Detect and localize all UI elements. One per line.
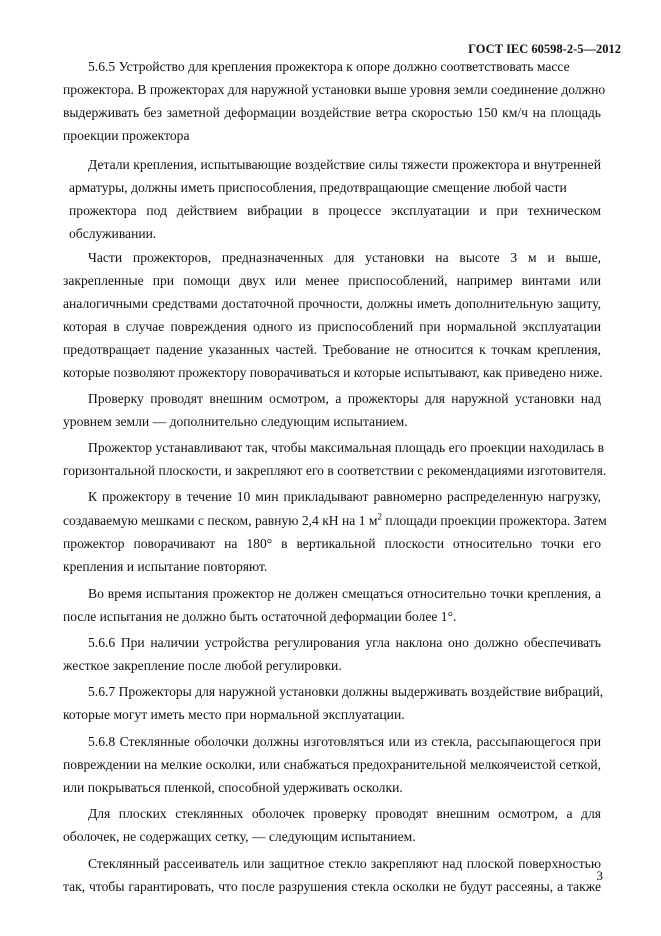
text-line: Прожектор устанавливают так, чтобы максимальная площадь его проекции находилась в <box>88 440 605 455</box>
text-line: жесткое закрепление после любой регулировки. <box>63 658 342 673</box>
text-line: Во время испытания прожектор не должен смещаться относительно точки крепления, а <box>88 586 601 601</box>
text-line: арматуры, должны иметь приспособления, предотвращающие смещение любой части <box>69 180 567 195</box>
text-line: обслуживании. <box>69 226 157 241</box>
text-line: крепления и испытание повторяют. <box>63 559 268 574</box>
text-line: так, чтобы гарантировать, что после разрушения стекла осколки не будут рассеяны, а также <box>63 879 601 894</box>
text-line: Для плоских стеклянных оболочек проверку проводят внешним осмотром, а для <box>88 806 601 821</box>
text-line: прожектора под действием вибрации в процессе эксплуатации и при техническом <box>69 203 601 218</box>
superscript: 2 <box>377 511 383 522</box>
text-line: аналогичными средствами достаточной прочности, должны иметь дополнительную защиту, <box>63 296 601 311</box>
text-line: предотвращает падение указанных частей. Требование не относится к точкам крепления, <box>63 342 601 357</box>
text-line: К прожектору в течение 10 мин прикладывают равномерно распределенную нагрузку, <box>88 489 601 504</box>
text-line: Части прожекторов, предназначенных для установки на высоте 3 м и выше, <box>88 250 601 265</box>
text-line: 5.6.7 Прожекторы для наружной установки должны выдерживать воздействие вибраций, <box>88 684 604 699</box>
text-line: уровнем земли — дополнительно следующим испытанием. <box>63 414 408 429</box>
text-line: 5.6.6 При наличии устройства регулирования угла наклона оно должно обеспечивать <box>88 635 601 650</box>
text-line: Стеклянный рассеиватель или защитное стекло закрепляют над плоской поверхностью <box>88 856 601 871</box>
text-line: 5.6.5 Устройство для крепления прожектора к опоре должно соответствовать массе <box>88 59 570 74</box>
text-line: прожектор поворачивают на 180° в вертикальной плоскости относительно точки его <box>63 536 601 551</box>
text-line: Детали крепления, испытывающие воздействие силы тяжести прожектора и внутренней <box>88 157 601 172</box>
text-line: проекции прожектора <box>63 128 190 143</box>
text-line: или покрываться пленкой, способной удерживать осколки. <box>63 780 403 795</box>
text-line: прожектора. В прожекторах для наружной установки выше уровня земли соединение должно <box>63 82 606 97</box>
text-line: повреждении на мелкие осколки, или снабжаться предохранительной мелкоячеистой сеткой, <box>63 757 601 772</box>
text-fragment: площади проекции прожектора. Затем <box>382 513 607 528</box>
text-line: оболочек, не содержащих сетку, — следующим испытанием. <box>63 829 416 844</box>
text-line: закрепленные при помощи двух или менее приспособлений, например винтами или <box>63 273 601 288</box>
text-line: горизонтальной плоскости, и закрепляют его в соответствии с рекомендациями изготовителя. <box>63 463 607 478</box>
text-line: Проверку проводят внешним осмотром, а прожекторы для наружной установки над <box>88 391 601 406</box>
text-line: выдерживать без заметной деформации воздействие ветра скоростью 150 км/ч на площадь <box>63 105 601 120</box>
text-fragment: создаваемую мешками с песком, равную 2,4 кН на 1 м <box>63 513 378 528</box>
text-line <box>63 509 607 532</box>
text-line: 5.6.8 Стеклянные оболочки должны изготовляться или из стекла, рассыпающегося при <box>88 734 601 749</box>
standard-header: ГОСТ IEC 60598-2-5—2012 <box>468 42 621 56</box>
page-number: 3 <box>596 868 603 883</box>
text-line: которая в случае повреждения одного из приспособлений при нормальной эксплуатации <box>63 319 601 334</box>
text-line: которые позволяют прожектору поворачиваться и которые испытывают, как приведено ниже. <box>63 365 603 380</box>
text-line: после испытания не должно быть остаточной деформации более 1°. <box>63 609 457 624</box>
text-line: которые могут иметь место при нормальной эксплуатации. <box>63 707 405 722</box>
